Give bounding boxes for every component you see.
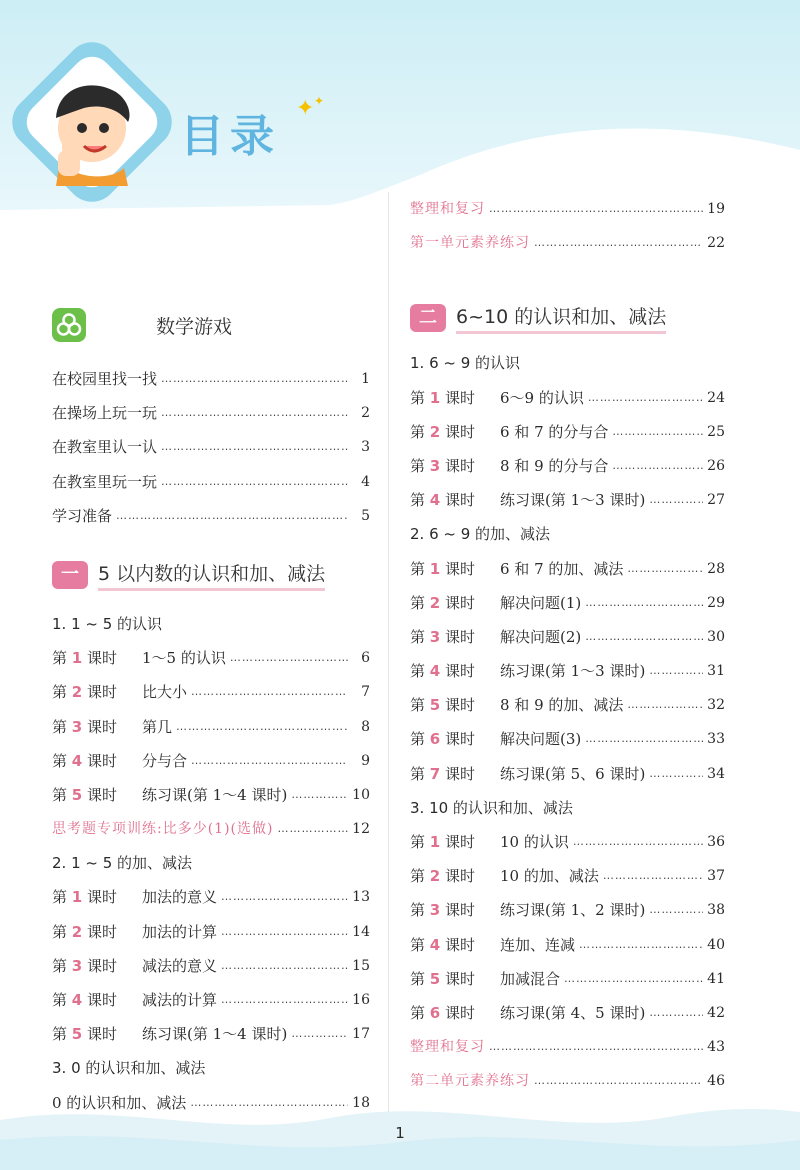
lesson-number xyxy=(52,983,142,1017)
toc-page: 43 xyxy=(707,1039,725,1056)
leader-dots xyxy=(190,1086,348,1120)
toc-page: 18 xyxy=(352,1094,370,1111)
lesson-index: 2 xyxy=(71,683,83,702)
toc-entry[interactable] xyxy=(52,915,370,949)
toc-entry-review-2[interactable] xyxy=(410,1030,725,1064)
lesson-index: 4 xyxy=(429,935,441,954)
leader-dots xyxy=(585,620,703,654)
toc-label: 解决问题(3) xyxy=(500,730,582,749)
lesson-index: 3 xyxy=(429,456,441,475)
toc-label: 10 的加、减法 xyxy=(500,867,599,886)
toc-page: 17 xyxy=(352,1026,370,1043)
leader-dots xyxy=(291,778,348,812)
toc-entry[interactable] xyxy=(410,928,725,962)
lesson-prefix: 第 xyxy=(52,717,68,736)
lesson-index: 1 xyxy=(429,833,441,851)
lesson-prefix: 第 xyxy=(52,785,68,804)
lesson-index: 1 xyxy=(429,559,441,578)
toc-label: 加减混合 xyxy=(500,969,561,988)
toc-page: 16 xyxy=(352,992,370,1008)
toc-label: 8 和 9 的分与合 xyxy=(500,456,609,475)
lesson-index: 5 xyxy=(429,969,441,988)
leader-dots xyxy=(291,1017,348,1051)
toc-page: 29 xyxy=(707,594,725,611)
lesson-number xyxy=(410,483,500,517)
toc-entry[interactable] xyxy=(410,449,725,483)
toc-entry[interactable] xyxy=(52,744,370,778)
toc-label: 学习准备 xyxy=(52,506,113,525)
lesson-suffix: 课时 xyxy=(445,901,476,920)
leader-dots xyxy=(649,654,703,688)
column-divider xyxy=(388,192,389,1112)
lesson-number xyxy=(52,915,142,949)
lesson-number xyxy=(410,688,500,722)
toc-entry[interactable] xyxy=(410,859,725,893)
section-heading: 2. 1 ~ 5 的加、减法 xyxy=(52,854,193,873)
toc-page: 5 xyxy=(361,507,370,524)
small-sparkle-icon: ✦ xyxy=(314,94,325,108)
lesson-suffix: 课时 xyxy=(445,833,476,851)
toc-entry[interactable] xyxy=(52,778,370,812)
toc-page: 34 xyxy=(707,765,725,782)
unit-1-title: 5 以内数的认识和加、减法 xyxy=(98,559,325,591)
leader-dots xyxy=(612,415,703,449)
toc-page: 14 xyxy=(352,923,370,940)
lesson-suffix: 课时 xyxy=(87,956,118,975)
toc-entry[interactable] xyxy=(410,552,725,586)
leader-dots xyxy=(221,880,348,914)
toc-page: 25 xyxy=(707,423,725,440)
section-heading: 3. 0 的认识和加、减法 xyxy=(52,1059,206,1078)
toc-entry[interactable] xyxy=(410,996,725,1030)
leader-dots xyxy=(191,675,348,709)
lesson-number xyxy=(410,381,500,415)
lesson-index: 4 xyxy=(429,662,441,681)
toc-label: 分与合 xyxy=(142,751,188,770)
leader-dots xyxy=(627,688,703,722)
toc-label: 解决问题(2) xyxy=(500,627,582,646)
leader-dots xyxy=(161,396,348,430)
lesson-suffix: 课时 xyxy=(445,422,476,441)
lesson-index: 3 xyxy=(429,627,441,646)
toc-label: 10 的认识 xyxy=(500,833,569,851)
toc-label: 第几 xyxy=(142,717,173,736)
lesson-suffix: 课时 xyxy=(445,662,476,681)
leader-dots xyxy=(649,483,703,517)
toc-page: 22 xyxy=(707,235,725,252)
leader-dots xyxy=(585,722,703,756)
lesson-prefix: 第 xyxy=(410,662,426,681)
toc-entry[interactable] xyxy=(410,893,725,927)
lesson-suffix: 课时 xyxy=(445,388,476,407)
lesson-number xyxy=(410,620,500,654)
leader-dots xyxy=(221,915,348,949)
toc-label: 加法的计算 xyxy=(142,922,218,941)
lesson-index: 3 xyxy=(429,901,441,920)
leader-dots xyxy=(116,499,348,533)
lesson-prefix: 第 xyxy=(410,1003,426,1022)
lesson-index: 4 xyxy=(71,751,83,770)
leader-dots xyxy=(161,362,348,396)
lesson-suffix: 课时 xyxy=(87,717,118,736)
game-title: 数学游戏 xyxy=(156,315,233,338)
toc-label: 思考题专项训练:比多少(1)(选做) xyxy=(52,821,274,838)
lesson-prefix: 第 xyxy=(52,683,68,702)
leader-dots xyxy=(489,192,703,226)
leader-dots xyxy=(573,825,703,859)
toc-label: 加法的意义 xyxy=(142,888,218,907)
toc-entry[interactable] xyxy=(410,688,725,722)
toc-page: 28 xyxy=(707,560,725,577)
leader-dots xyxy=(534,226,703,260)
toc-entry[interactable] xyxy=(410,415,725,449)
lesson-index: 3 xyxy=(71,956,83,975)
lesson-number xyxy=(410,586,500,620)
section-heading: 2. 6 ~ 9 的加、减法 xyxy=(410,525,551,544)
toc-page: 30 xyxy=(707,628,725,645)
toc-label: 连加、连减 xyxy=(500,935,576,954)
toc-entry[interactable] xyxy=(410,654,725,688)
lesson-number xyxy=(410,859,500,893)
lesson-suffix: 课时 xyxy=(445,627,476,646)
leader-dots xyxy=(649,996,703,1030)
lesson-number xyxy=(410,449,500,483)
leader-dots xyxy=(649,757,703,791)
toc-label: 6 和 7 的分与合 xyxy=(500,422,609,441)
lesson-suffix: 课时 xyxy=(87,649,118,668)
toc-entry-practice-1[interactable] xyxy=(410,226,725,260)
lesson-suffix: 课时 xyxy=(87,751,118,770)
lesson-suffix: 课时 xyxy=(445,559,476,578)
toc-entry[interactable] xyxy=(52,641,370,675)
toc-label: 整理和复习 xyxy=(410,1039,485,1056)
lesson-suffix: 课时 xyxy=(87,785,118,804)
toc-label: 在教室里玩一玩 xyxy=(52,472,158,491)
toc-label: 练习课(第 1、2 课时) xyxy=(500,901,646,920)
toc-label: 减法的计算 xyxy=(142,991,218,1009)
leader-dots xyxy=(585,586,703,620)
sparkle-icon: ✦ xyxy=(296,96,315,121)
lesson-prefix: 第 xyxy=(52,991,68,1009)
lesson-number xyxy=(410,722,500,756)
lesson-prefix: 第 xyxy=(410,764,426,783)
toc-entry[interactable] xyxy=(52,1086,370,1120)
leader-dots xyxy=(221,983,348,1017)
leader-dots xyxy=(230,641,348,675)
toc-page: 13 xyxy=(352,889,370,906)
toc-label: 练习课(第 1～4 课时) xyxy=(142,1025,288,1044)
unit-2-title: 6~10 的认识和加、减法 xyxy=(456,302,666,334)
leader-dots xyxy=(161,430,348,464)
toc-page: 32 xyxy=(707,697,725,714)
lesson-suffix: 课时 xyxy=(445,969,476,988)
page-title: 目录 xyxy=(180,111,280,162)
toc-label: 1～5 的认识 xyxy=(142,649,226,668)
toc-entry[interactable] xyxy=(52,1017,370,1051)
toc-page: 19 xyxy=(707,201,725,217)
toc-entry[interactable] xyxy=(410,722,725,756)
game-icon xyxy=(52,308,86,342)
toc-entry-practice-2[interactable] xyxy=(410,1064,725,1098)
toc-label: 第一单元素养练习 xyxy=(410,235,530,252)
lesson-suffix: 课时 xyxy=(445,696,476,715)
lesson-index: 5 xyxy=(429,696,441,715)
toc-entry[interactable] xyxy=(52,362,370,396)
lesson-index: 1 xyxy=(71,649,83,668)
lesson-index: 7 xyxy=(429,764,441,783)
leader-dots xyxy=(564,962,703,996)
page-number: 1 xyxy=(395,1124,405,1142)
toc-page: 4 xyxy=(361,473,370,490)
toc-label: 整理和复习 xyxy=(410,201,485,217)
toc-label: 练习课(第 5、6 课时) xyxy=(500,764,646,783)
toc-entry[interactable] xyxy=(410,586,725,620)
lesson-suffix: 课时 xyxy=(445,730,476,749)
lesson-number xyxy=(52,641,142,675)
toc-label: 练习课(第 1～3 课时) xyxy=(500,662,646,681)
toc-label: 6 和 7 的加、减法 xyxy=(500,559,624,578)
toc-page: 7 xyxy=(361,684,370,701)
toc-page: 38 xyxy=(707,902,725,919)
lesson-suffix: 课时 xyxy=(87,991,118,1009)
toc-entry[interactable] xyxy=(410,381,725,415)
toc-page: 33 xyxy=(707,731,725,748)
section-heading: 1. 6 ~ 9 的认识 xyxy=(410,354,521,373)
toc-entry[interactable] xyxy=(52,499,370,533)
toc-entry[interactable] xyxy=(410,757,725,791)
lesson-suffix: 课时 xyxy=(445,764,476,783)
toc-page: 6 xyxy=(361,650,370,667)
lesson-suffix: 课时 xyxy=(445,935,476,954)
toc-entry[interactable] xyxy=(410,483,725,517)
lesson-index: 2 xyxy=(71,922,83,941)
leader-dots xyxy=(534,1064,703,1098)
lesson-suffix: 课时 xyxy=(87,888,118,907)
lesson-prefix: 第 xyxy=(52,922,68,941)
lesson-number xyxy=(52,675,142,709)
lesson-index: 3 xyxy=(71,717,83,736)
lesson-prefix: 第 xyxy=(410,627,426,646)
leader-dots xyxy=(603,859,703,893)
lesson-index: 6 xyxy=(429,1003,441,1022)
lesson-suffix: 课时 xyxy=(445,1003,476,1022)
lesson-suffix: 课时 xyxy=(87,1025,118,1044)
toc-entry-review-1[interactable] xyxy=(410,192,725,226)
lesson-number xyxy=(52,880,142,914)
unit-2-badge: 二 xyxy=(410,304,446,332)
lesson-suffix: 课时 xyxy=(445,491,476,510)
toc-page: 31 xyxy=(707,663,725,680)
lesson-prefix: 第 xyxy=(410,969,426,988)
toc-label: 练习课(第 1～3 课时) xyxy=(500,491,646,510)
lesson-index: 1 xyxy=(71,888,83,907)
toc-label: 0 的认识和加、减法 xyxy=(52,1093,187,1112)
toc-page: 9 xyxy=(361,752,370,769)
toc-page: 27 xyxy=(707,492,725,509)
leader-dots xyxy=(191,744,348,778)
lesson-number xyxy=(410,552,500,586)
toc-label: 8 和 9 的加、减法 xyxy=(500,696,624,715)
lesson-number xyxy=(52,949,142,983)
lesson-number xyxy=(410,996,500,1030)
leader-dots xyxy=(612,449,703,483)
lesson-prefix: 第 xyxy=(410,593,426,612)
leader-dots xyxy=(489,1030,703,1064)
lesson-number xyxy=(52,778,142,812)
toc-page: 41 xyxy=(707,970,725,987)
toc-entry[interactable] xyxy=(52,880,370,914)
lesson-index: 6 xyxy=(429,730,441,749)
lesson-index: 4 xyxy=(429,491,441,510)
lesson-suffix: 课时 xyxy=(445,867,476,886)
toc-label: 在校园里找一找 xyxy=(52,370,158,388)
toc-page: 26 xyxy=(707,457,725,474)
toc-entry[interactable] xyxy=(52,675,370,709)
lesson-number xyxy=(52,1017,142,1051)
lesson-prefix: 第 xyxy=(52,751,68,770)
lesson-number xyxy=(410,962,500,996)
lesson-prefix: 第 xyxy=(410,730,426,749)
toc-label: 第二单元素养练习 xyxy=(410,1073,530,1090)
lesson-prefix: 第 xyxy=(410,422,426,441)
toc-page: 8 xyxy=(361,718,370,735)
lesson-index: 4 xyxy=(71,991,83,1009)
unit-1-header xyxy=(52,547,370,603)
lesson-number xyxy=(52,744,142,778)
lesson-prefix: 第 xyxy=(52,1025,68,1044)
toc-page: 3 xyxy=(361,439,370,456)
mascot-badge-icon xyxy=(1,31,182,212)
section-heading: 3. 10 的认识和加、减法 xyxy=(410,798,573,817)
toc-label: 在操场上玩一玩 xyxy=(52,404,158,423)
unit-1-badge: 一 xyxy=(52,561,88,589)
leader-dots xyxy=(176,710,348,744)
toc-page: 24 xyxy=(707,389,725,406)
section-heading: 1. 1 ~ 5 的认识 xyxy=(52,614,163,633)
lesson-prefix: 第 xyxy=(410,901,426,920)
lesson-prefix: 第 xyxy=(52,888,68,907)
leader-dots xyxy=(161,465,348,499)
toc-label: 解决问题(1) xyxy=(500,593,582,612)
leader-dots xyxy=(221,949,348,983)
toc-label: 6～9 的认识 xyxy=(500,388,584,407)
lesson-suffix: 课时 xyxy=(445,456,476,475)
toc-entry[interactable] xyxy=(410,620,725,654)
lesson-suffix: 课时 xyxy=(87,683,118,702)
toc-entry[interactable] xyxy=(52,396,370,430)
lesson-prefix: 第 xyxy=(410,935,426,954)
lesson-prefix: 第 xyxy=(410,696,426,715)
lesson-prefix: 第 xyxy=(52,956,68,975)
lesson-prefix: 第 xyxy=(410,491,426,510)
toc-entry[interactable] xyxy=(410,962,725,996)
lesson-number xyxy=(52,710,142,744)
lesson-suffix: 课时 xyxy=(87,922,118,941)
toc-label: 练习课(第 1～4 课时) xyxy=(142,785,288,804)
toc-entry[interactable] xyxy=(52,430,370,464)
toc-page: 12 xyxy=(352,821,370,838)
lesson-prefix: 第 xyxy=(52,649,68,668)
lesson-prefix: 第 xyxy=(410,388,426,407)
leader-dots xyxy=(588,381,703,415)
toc-page: 1 xyxy=(361,371,370,387)
toc-entry[interactable] xyxy=(410,825,725,859)
lesson-index: 5 xyxy=(71,785,83,804)
lesson-index: 1 xyxy=(429,388,441,407)
lesson-number xyxy=(410,757,500,791)
toc-page: 42 xyxy=(707,1004,725,1021)
toc-label: 在教室里认一认 xyxy=(52,438,158,457)
lesson-number xyxy=(410,654,500,688)
lesson-prefix: 第 xyxy=(410,559,426,578)
leader-dots xyxy=(649,893,703,927)
lesson-prefix: 第 xyxy=(410,456,426,475)
toc-page: 46 xyxy=(707,1073,725,1090)
right-column xyxy=(410,192,725,1099)
toc-label: 比大小 xyxy=(142,683,188,702)
toc-page: 37 xyxy=(707,868,725,885)
lesson-prefix: 第 xyxy=(410,833,426,851)
toc-entry[interactable] xyxy=(52,465,370,499)
toc-page: 10 xyxy=(352,786,370,803)
lesson-prefix: 第 xyxy=(410,867,426,886)
leader-dots xyxy=(277,812,348,846)
lesson-number xyxy=(410,893,500,927)
leader-dots xyxy=(579,928,703,962)
lesson-index: 5 xyxy=(71,1025,83,1044)
toc-label: 练习课(第 4、5 课时) xyxy=(500,1003,646,1022)
lesson-suffix: 课时 xyxy=(445,593,476,612)
toc-page: 2 xyxy=(361,405,370,422)
lesson-index: 2 xyxy=(429,867,441,886)
toc-page: 40 xyxy=(707,936,725,953)
unit-2-header xyxy=(410,290,725,346)
toc-entry-special[interactable] xyxy=(52,812,370,846)
toc-entry[interactable] xyxy=(52,949,370,983)
toc-entry[interactable] xyxy=(52,983,370,1017)
lesson-number xyxy=(410,415,500,449)
toc-page: 36 xyxy=(707,834,725,850)
leader-dots xyxy=(627,552,703,586)
left-column xyxy=(52,298,370,1120)
lesson-number xyxy=(410,928,500,962)
lesson-number xyxy=(410,825,500,859)
lesson-index: 2 xyxy=(429,422,441,441)
lesson-index: 2 xyxy=(429,593,441,612)
game-section-header xyxy=(52,298,370,352)
toc-entry[interactable] xyxy=(52,710,370,744)
toc-label: 减法的意义 xyxy=(142,956,218,975)
toc-page: 15 xyxy=(352,957,370,974)
